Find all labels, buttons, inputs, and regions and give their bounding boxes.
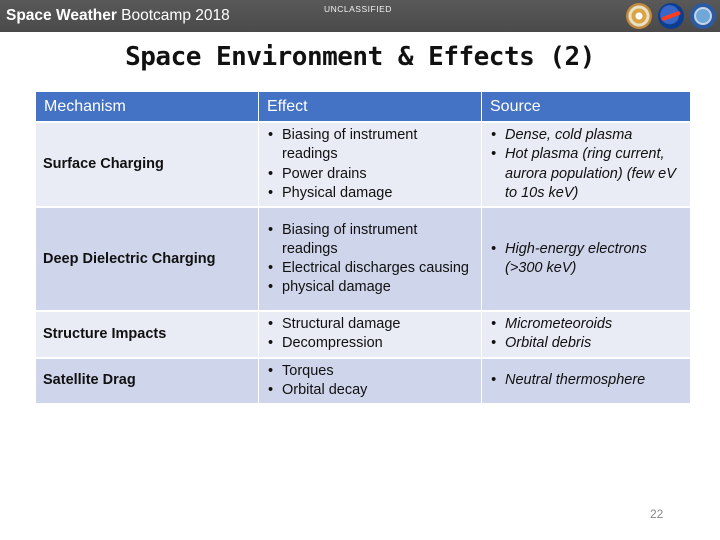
emblem-seal-icon — [626, 3, 652, 29]
agency-seal-icon — [690, 3, 716, 29]
effect-item: • Physical damage — [266, 184, 475, 203]
source-item: • Neutral thermosphere — [489, 371, 684, 390]
effect-item: • Decompression — [266, 334, 475, 353]
table-row — [36, 358, 690, 404]
table-header-row — [36, 92, 690, 122]
effect-item: • Electrical discharges causing — [266, 259, 475, 278]
source-item: • Orbital debris — [489, 334, 684, 353]
nasa-meatball-icon — [658, 3, 684, 29]
table-row — [36, 122, 690, 207]
effect-cell — [259, 311, 482, 358]
effect-cell — [259, 122, 482, 207]
source-cell — [482, 207, 691, 311]
source-cell — [482, 358, 691, 404]
brand-bold: Space Weather — [6, 7, 117, 24]
effect-item: • Biasing of instrument readings — [266, 221, 475, 260]
header-source: Source — [482, 92, 691, 122]
mechanism-cell: Satellite Drag — [36, 358, 259, 404]
mechanism-cell: Deep Dielectric Charging — [36, 207, 259, 311]
effect-cell — [259, 207, 482, 311]
source-cell — [482, 122, 691, 207]
presentation-brand — [6, 7, 230, 25]
mechanism-cell: Structure Impacts — [36, 311, 259, 358]
header-effect: Effect — [259, 92, 482, 122]
mechanism-cell: Surface Charging — [36, 122, 259, 207]
effect-item: • Orbital decay — [266, 381, 475, 400]
effects-table — [36, 92, 690, 403]
brand-rest: Bootcamp 2018 — [116, 7, 230, 24]
effect-item: • Torques — [266, 362, 475, 381]
source-item: • High-energy electrons (>300 keV) — [489, 240, 684, 279]
effect-cell — [259, 358, 482, 404]
effect-item: • Biasing of instrument readings — [266, 126, 475, 165]
table-row — [36, 311, 690, 358]
source-item: • Micrometeoroids — [489, 315, 684, 334]
table-row — [36, 207, 690, 311]
source-cell — [482, 311, 691, 358]
page-number: 22 — [650, 507, 664, 521]
effect-item: • Structural damage — [266, 315, 475, 334]
source-item: • Hot plasma (ring current, aurora population) (few eV to 10s keV) — [489, 145, 684, 203]
slide-title: Space Environment & Effects (2) — [125, 42, 595, 72]
effect-item: • physical damage — [266, 278, 475, 297]
header-mechanism: Mechanism — [36, 92, 259, 122]
effect-item: • Power drains — [266, 165, 475, 184]
source-item: • Dense, cold plasma — [489, 126, 684, 145]
header-bar — [0, 0, 720, 32]
classification-label: UNCLASSIFIED — [324, 4, 392, 14]
